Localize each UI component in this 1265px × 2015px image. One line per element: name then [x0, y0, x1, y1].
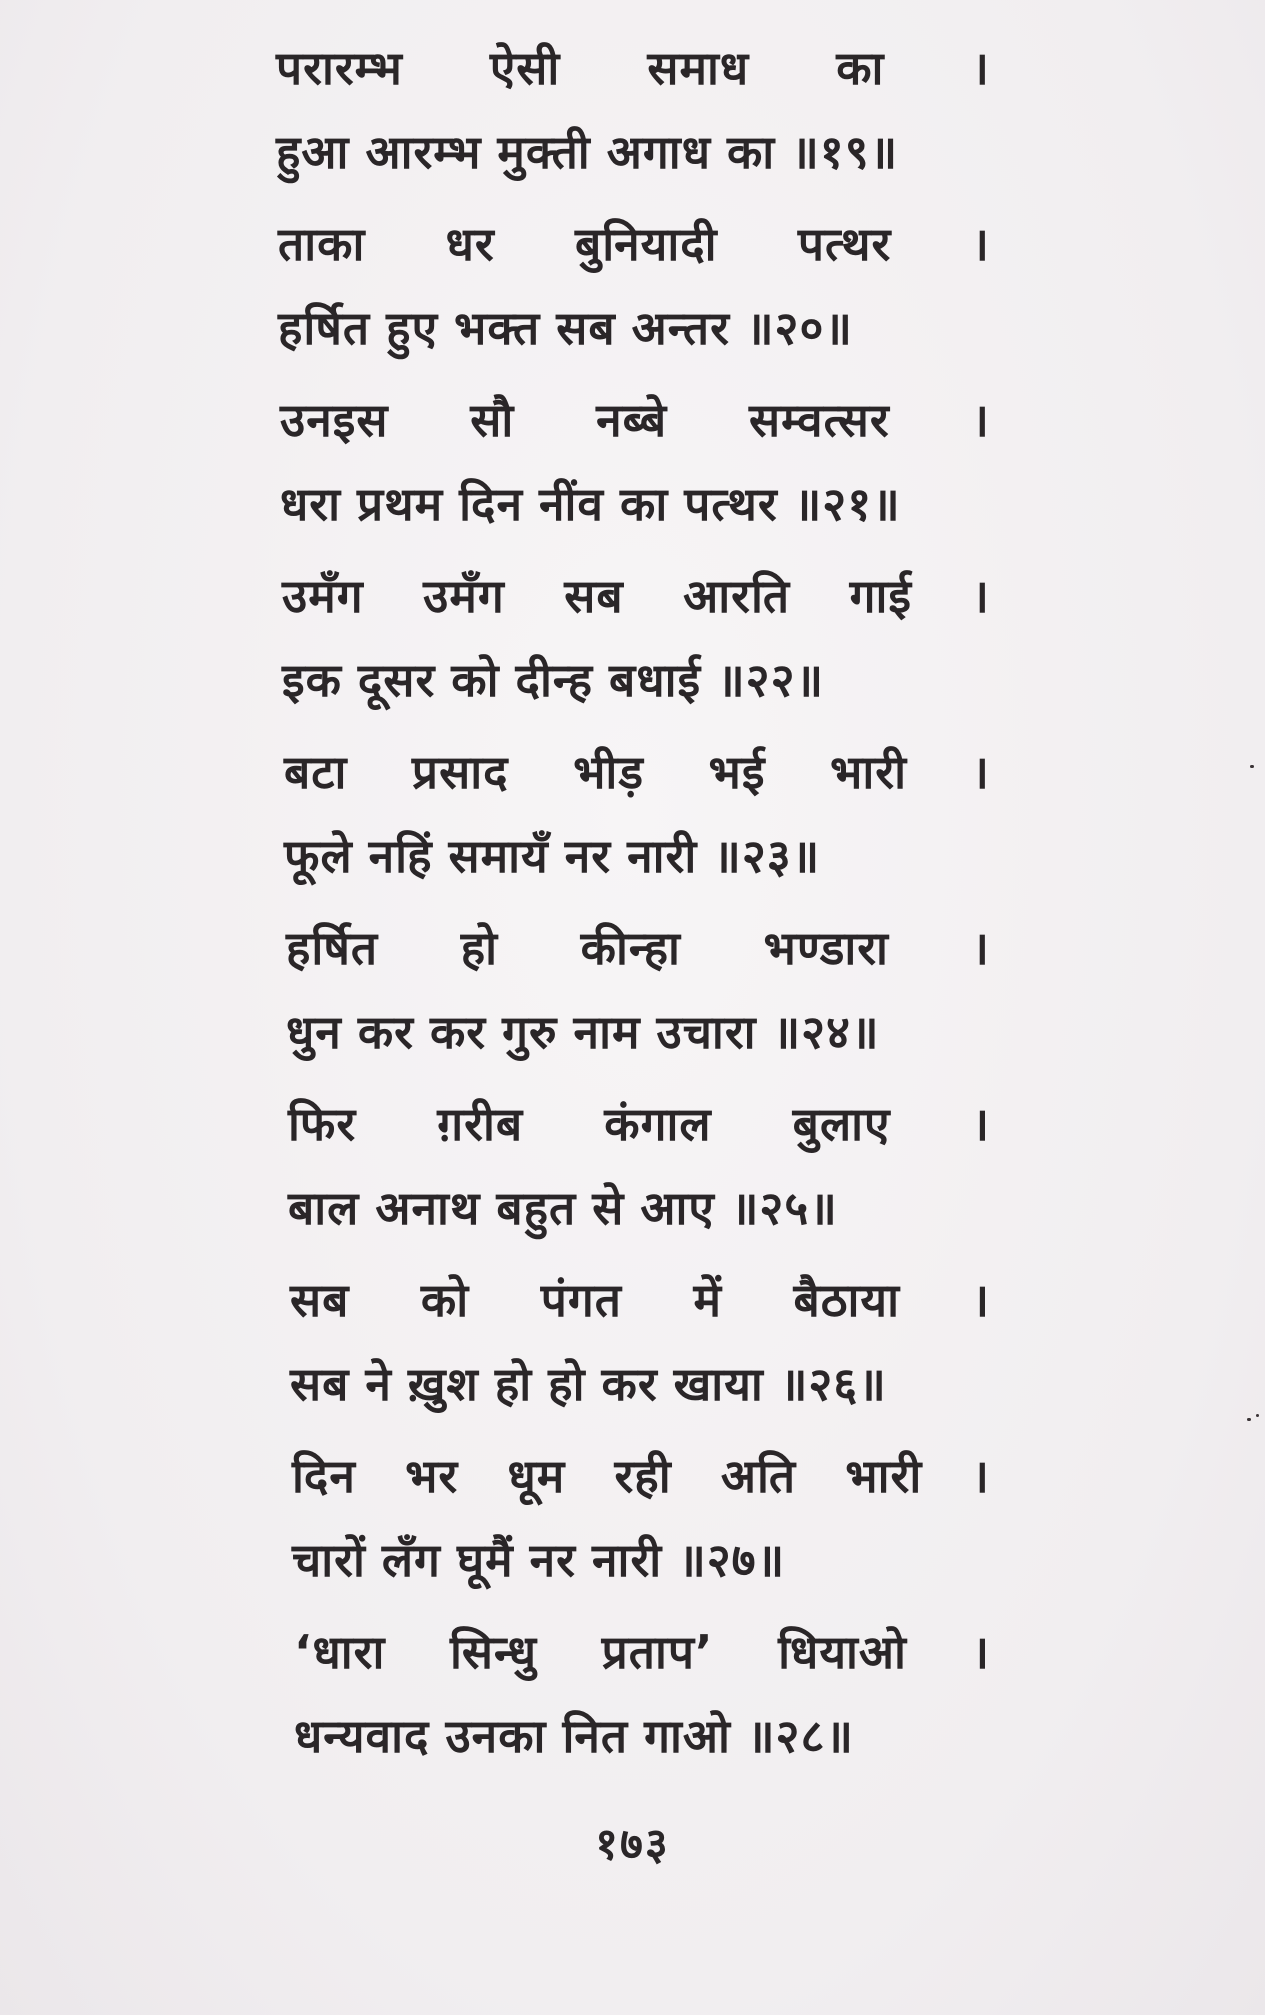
verse-word: सब — [564, 569, 624, 623]
paper-speck — [1256, 1414, 1259, 1417]
couplet-2 — [278, 202, 990, 370]
verse-word: बहुत — [496, 1181, 577, 1235]
couplet-5 — [284, 730, 990, 898]
verse-word: ॥२५॥ — [730, 1181, 838, 1235]
verse-word: नर — [529, 1533, 577, 1587]
verse-word: ॥२६॥ — [779, 1357, 887, 1411]
couplet-8 — [290, 1258, 990, 1426]
verse-word: ग़रीब — [437, 1097, 524, 1151]
verse-word: बुलाए — [792, 1097, 891, 1151]
verse-word: गुरु — [502, 1005, 558, 1059]
verse-word: भारी — [845, 1449, 923, 1503]
verse-word: । — [971, 393, 990, 447]
verse-word: बधाई — [609, 653, 702, 707]
verse-word: आरम्भ — [365, 125, 482, 179]
verse-word: को — [451, 653, 500, 707]
verse-word: नहिं — [368, 829, 433, 883]
verse-word: उमँग — [282, 569, 364, 623]
verse-word: कंगाल — [604, 1097, 712, 1151]
verse-line-second — [288, 1166, 990, 1250]
verse-word: को — [420, 1273, 470, 1327]
verse-line-first — [284, 730, 990, 814]
verse-line-second — [286, 990, 990, 1074]
verse-word: ॥२०॥ — [745, 301, 853, 355]
verse-word: प्रथम — [357, 477, 444, 531]
verse-word: सब — [290, 1357, 350, 1411]
verse-word: आरति — [683, 569, 791, 623]
verse-word: । — [971, 1625, 990, 1679]
verse-word: हो — [460, 921, 499, 975]
verse-word: । — [971, 921, 990, 975]
verse-word: । — [971, 1097, 990, 1151]
verse-word: हो — [494, 1357, 533, 1411]
verse-line-first — [276, 26, 990, 110]
verse-word: भीड़ — [573, 745, 644, 799]
verse-line-first — [292, 1434, 990, 1518]
verse-line-first — [294, 1610, 990, 1694]
verse-word: हर्षित — [278, 301, 371, 355]
verse-word: । — [971, 569, 990, 623]
verse-word: दूसर — [357, 653, 436, 707]
verse-line-second — [280, 462, 990, 546]
verse-word: हुआ — [276, 125, 350, 179]
verse-word: ॥२४॥ — [772, 1005, 880, 1059]
verse-word: परारम्भ — [276, 41, 403, 95]
verse-word: धियाओ — [778, 1625, 907, 1679]
verse-line-first — [280, 378, 990, 462]
verse-word: फूले — [284, 829, 353, 883]
verse-word: मुक्ती — [497, 125, 591, 179]
verse-word: का — [620, 477, 669, 531]
verse-word: बाल — [288, 1181, 360, 1235]
couplet-6 — [286, 906, 990, 1074]
verse-word: नारी — [627, 829, 698, 883]
verse-word: सब — [556, 301, 616, 355]
verse-word: भर — [405, 1449, 459, 1503]
verse-word: ने — [365, 1357, 392, 1411]
verse-word: में — [693, 1273, 722, 1327]
verse-word: उनका — [445, 1709, 547, 1763]
verse-block — [270, 26, 990, 1786]
verse-word: का — [726, 125, 776, 179]
verse-word: भारी — [830, 745, 907, 799]
verse-line-second — [276, 110, 990, 194]
verse-word: अगाध — [606, 125, 711, 179]
verse-word: ॥१९॥ — [791, 125, 899, 179]
verse-word: का — [836, 41, 885, 95]
verse-word: घूमैं — [456, 1533, 514, 1587]
verse-word: हर्षित — [286, 921, 379, 975]
verse-line-first — [282, 554, 990, 638]
couplet-9 — [292, 1434, 990, 1602]
verse-word: हुए — [386, 301, 439, 355]
verse-word: धूम — [507, 1449, 566, 1503]
verse-word: अति — [720, 1449, 797, 1503]
verse-line-first — [278, 202, 990, 286]
couplet-4 — [282, 554, 990, 722]
verse-word: कीन्हा — [580, 921, 681, 975]
verse-word: । — [971, 217, 990, 271]
verse-word: सिन्धु — [450, 1625, 538, 1679]
verse-line-second — [278, 286, 990, 370]
verse-line-second — [290, 1342, 990, 1426]
verse-word: बटा — [284, 745, 348, 799]
verse-word: इक — [282, 653, 342, 707]
verse-word: ॥२८॥ — [747, 1709, 854, 1763]
couplet-1 — [276, 26, 990, 194]
verse-word: कर — [429, 1005, 487, 1059]
verse-word: । — [971, 745, 990, 799]
verse-word: दिन — [292, 1449, 356, 1503]
verse-word: सब — [290, 1273, 350, 1327]
verse-word: प्रसाद — [411, 745, 509, 799]
verse-word: नींव — [538, 477, 605, 531]
verse-word: पत्थर — [684, 477, 778, 531]
verse-word: ॥२७॥ — [678, 1533, 786, 1587]
verse-word: नित — [562, 1709, 629, 1763]
verse-word: कर — [601, 1357, 658, 1411]
verse-word: ‘धारा — [294, 1625, 386, 1679]
verse-line-first — [288, 1082, 990, 1166]
verse-word: उनइस — [280, 393, 389, 447]
verse-word: पंगत — [540, 1273, 622, 1327]
paper-speck — [1250, 765, 1254, 768]
verse-word: रही — [614, 1449, 672, 1503]
verse-word: से — [592, 1181, 625, 1235]
verse-word: धर — [445, 217, 495, 271]
verse-word: बुनियादी — [574, 217, 718, 271]
couplet-3 — [280, 378, 990, 546]
verse-word: समायँ — [448, 829, 549, 883]
verse-word: नारी — [592, 1533, 663, 1587]
verse-line-second — [292, 1518, 990, 1602]
verse-line-second — [282, 638, 990, 722]
verse-word: प्रताप’ — [601, 1625, 714, 1679]
verse-word: धरा — [280, 477, 342, 531]
paper-speck — [1247, 1418, 1251, 1421]
verse-word: नर — [564, 829, 612, 883]
verse-word: सौ — [470, 393, 515, 447]
verse-word: भई — [708, 745, 766, 799]
verse-line-second — [284, 814, 990, 898]
verse-word: समाध — [647, 41, 750, 95]
verse-word: बैठाया — [793, 1273, 901, 1327]
verse-word: ॥२३॥ — [713, 829, 821, 883]
verse-word: चारों — [292, 1533, 366, 1587]
verse-word: दीन्ह — [515, 653, 594, 707]
verse-word: नाम — [573, 1005, 641, 1059]
couplet-7 — [288, 1082, 990, 1250]
verse-word: भण्डारा — [763, 921, 889, 975]
verse-word: अन्तर — [631, 301, 730, 355]
verse-word: कर — [357, 1005, 414, 1059]
verse-word: हो — [548, 1357, 586, 1411]
verse-word: ॥२२॥ — [717, 653, 825, 707]
verse-word: गाओ — [644, 1709, 731, 1763]
verse-word: । — [971, 1273, 990, 1327]
verse-word: खाया — [673, 1357, 764, 1411]
verse-word: आए — [640, 1181, 715, 1235]
verse-line-first — [290, 1258, 990, 1342]
verse-word: उमँग — [423, 569, 505, 623]
verse-word: दिन — [459, 477, 523, 531]
verse-word: धुन — [286, 1005, 342, 1059]
verse-word: सम्वत्सर — [748, 393, 890, 447]
verse-word: पत्थर — [797, 217, 892, 271]
verse-word: भक्त — [454, 301, 541, 355]
verse-word: ऐसी — [489, 41, 561, 95]
verse-word: उचारा — [656, 1005, 757, 1059]
verse-word: लँग — [381, 1533, 441, 1587]
verse-word: ख़ुश — [407, 1357, 479, 1411]
verse-word: अनाथ — [375, 1181, 481, 1235]
verse-word: नब्बे — [596, 393, 668, 447]
verse-word: धन्यवाद — [294, 1709, 430, 1763]
page-number: १७३ — [595, 1819, 670, 1870]
verse-word: । — [971, 1449, 990, 1503]
verse-word: । — [971, 41, 990, 95]
verse-word: ॥२१॥ — [793, 477, 901, 531]
couplet-10 — [294, 1610, 990, 1778]
verse-line-second — [294, 1694, 990, 1778]
verse-word: फिर — [288, 1097, 357, 1151]
verse-line-first — [286, 906, 990, 990]
verse-word: गाई — [849, 569, 912, 623]
verse-word: ताका — [278, 217, 366, 271]
